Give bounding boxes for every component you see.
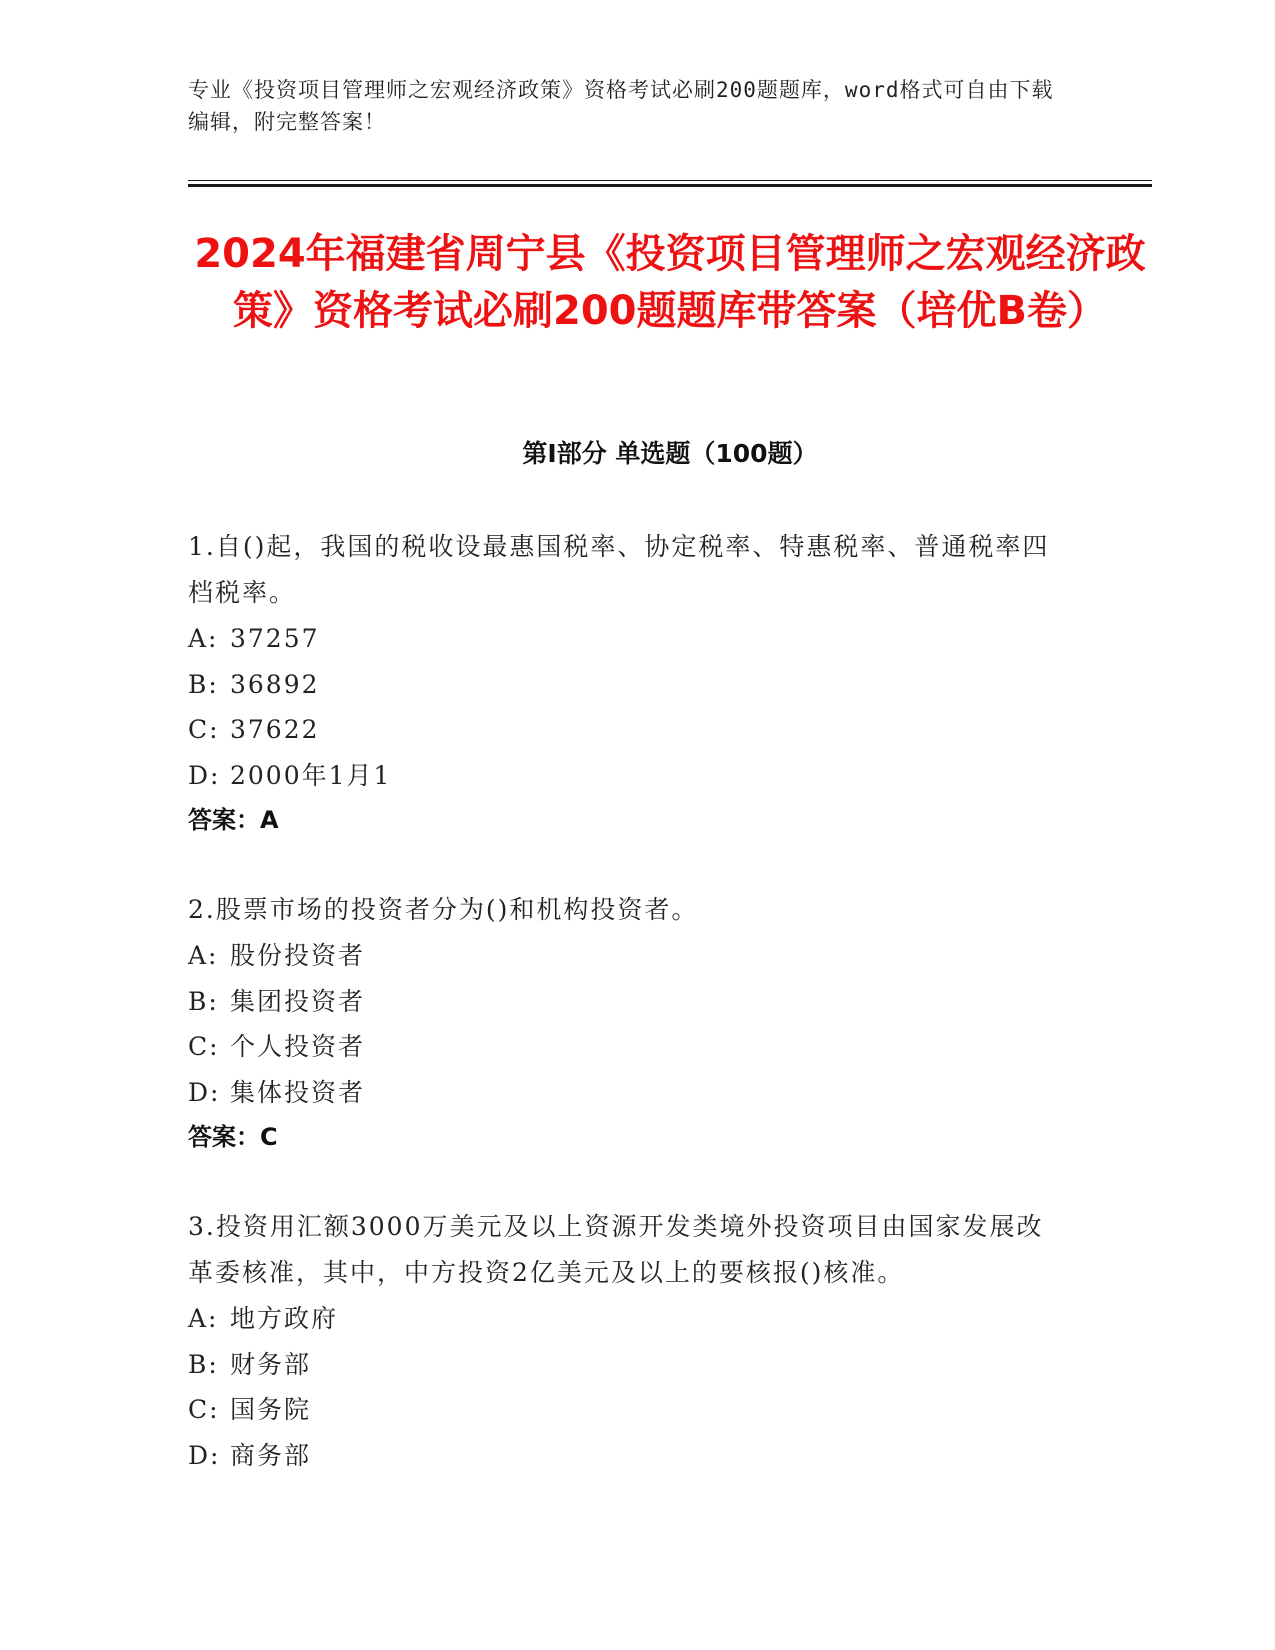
option-key: C: — [188, 1032, 220, 1061]
option-text: 集团投资者 — [230, 986, 366, 1016]
option-key: C: — [188, 715, 220, 744]
question-list — [188, 524, 1068, 1522]
option-b — [188, 662, 1068, 708]
question-stem: 2.股票市场的投资者分为()和机构投资者。 — [188, 895, 699, 924]
question-stem: 1.自()起，我国的税收设最惠国税率、协定税率、特惠税率、普通税率四档税率。 — [188, 532, 1050, 607]
header-note: 专业《投资项目管理师之宏观经济政策》资格考试必刷200题题库，word格式可自由下载编辑，附完整答案！ — [188, 78, 1054, 134]
option-key: B: — [188, 986, 219, 1016]
option-key: B: — [188, 1349, 219, 1379]
option-text: 国务院 — [230, 1395, 312, 1424]
option-text: 37622 — [230, 715, 320, 744]
option-key: D: — [188, 760, 221, 790]
option-text: 商务部 — [230, 1440, 312, 1470]
option-b — [188, 1342, 1068, 1388]
option-text: 36892 — [230, 669, 320, 699]
header-divider-thick — [188, 184, 1152, 187]
document-title: 2024年福建省周宁县《投资项目管理师之宏观经济政策》资格考试必刷200题题库带答案（培优B卷） — [194, 231, 1146, 334]
option-a — [188, 933, 1068, 979]
option-text: 集体投资者 — [230, 1077, 366, 1107]
option-key: C: — [188, 1395, 220, 1424]
option-key: D: — [188, 1077, 221, 1107]
option-d — [188, 1070, 1068, 1116]
option-text: 37257 — [230, 624, 320, 653]
question-item — [188, 887, 1068, 1160]
option-text: 财务部 — [230, 1349, 312, 1379]
option-c — [188, 707, 1068, 753]
option-key: A: — [188, 941, 219, 970]
option-key: B: — [188, 669, 219, 699]
option-d — [188, 1433, 1068, 1479]
option-c — [188, 1387, 1068, 1433]
option-d — [188, 753, 1068, 799]
section-title: 第I部分 单选题（100题） — [522, 439, 818, 468]
option-a — [188, 1296, 1068, 1342]
question-item — [188, 1204, 1068, 1478]
header-divider-thin — [188, 180, 1152, 181]
option-text: 个人投资者 — [230, 1032, 366, 1061]
option-text: 地方政府 — [230, 1304, 339, 1333]
option-key: A: — [188, 624, 219, 653]
option-key: D: — [188, 1440, 221, 1470]
option-c — [188, 1024, 1068, 1070]
option-text: 2000年1月1 — [230, 760, 392, 790]
option-a — [188, 616, 1068, 662]
question-stem: 3.投资用汇额3000万美元及以上资源开发类境外投资项目由国家发展改革委核准，其中，中方投资2亿美元及以上的要核报()核准。 — [188, 1212, 1044, 1287]
option-b — [188, 979, 1068, 1025]
answer-line: 答案：A — [188, 806, 279, 834]
question-item — [188, 524, 1068, 843]
answer-line: 答案：C — [188, 1123, 278, 1151]
option-key: A: — [188, 1304, 219, 1333]
option-text: 股份投资者 — [230, 941, 366, 970]
